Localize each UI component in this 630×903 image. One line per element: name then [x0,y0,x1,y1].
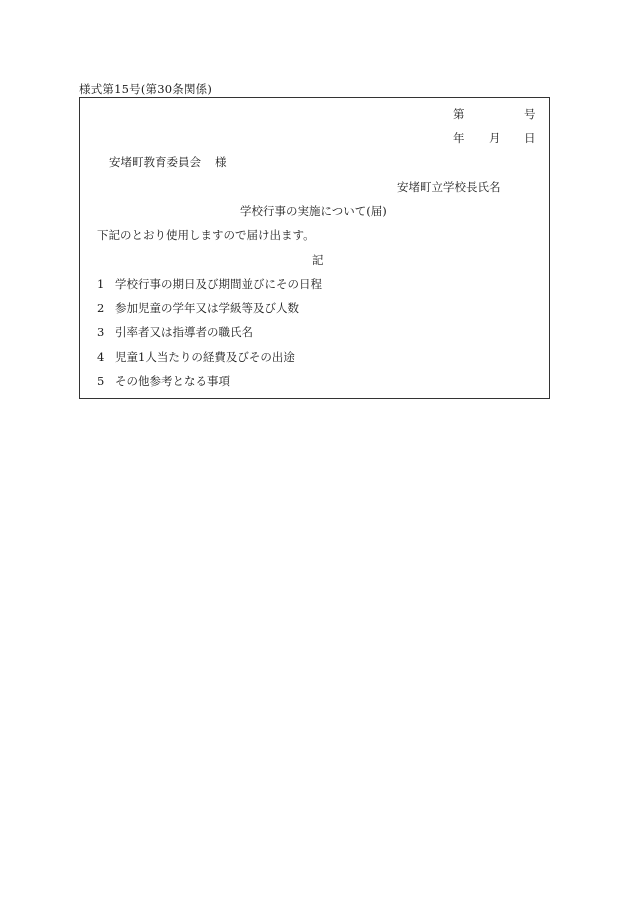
item-text: 児童1人当たりの経費及びその出途 [115,350,295,364]
addressee-honorific: 様 [215,155,227,169]
list-item [97,301,299,315]
item-text: その他参考となる事項 [115,374,230,388]
number-suffix: 号 [524,107,536,121]
list-item [97,277,322,291]
list-item [97,350,295,364]
item-number: 5 [97,374,105,388]
addressee-name: 安堵町教育委員会 [109,155,201,169]
document-title: 学校行事の実施について(届) [240,204,387,218]
day-label: 日 [524,131,536,145]
item-text: 引率者又は指導者の職氏名 [115,325,253,339]
number-label: 第 [453,107,465,121]
addressee [109,155,227,169]
item-number: 4 [97,350,105,364]
ki-heading: 記 [312,253,324,267]
item-text: 参加児童の学年又は学級等及び人数 [115,301,299,315]
item-text: 学校行事の期日及び期間並びにその日程 [115,277,322,291]
year-label: 年 [453,131,465,145]
sender-name: 安堵町立学校長氏名 [397,180,501,194]
form-frame [79,97,550,399]
list-item [97,374,230,388]
item-number: 3 [97,325,105,339]
form-caption: 様式第15号(第30条関係) [79,82,213,96]
list-item [97,325,253,339]
item-number: 1 [97,277,105,291]
item-number: 2 [97,301,105,315]
month-label: 月 [489,131,501,145]
intro-text: 下記のとおり使用しますので届け出ます。 [97,228,315,242]
